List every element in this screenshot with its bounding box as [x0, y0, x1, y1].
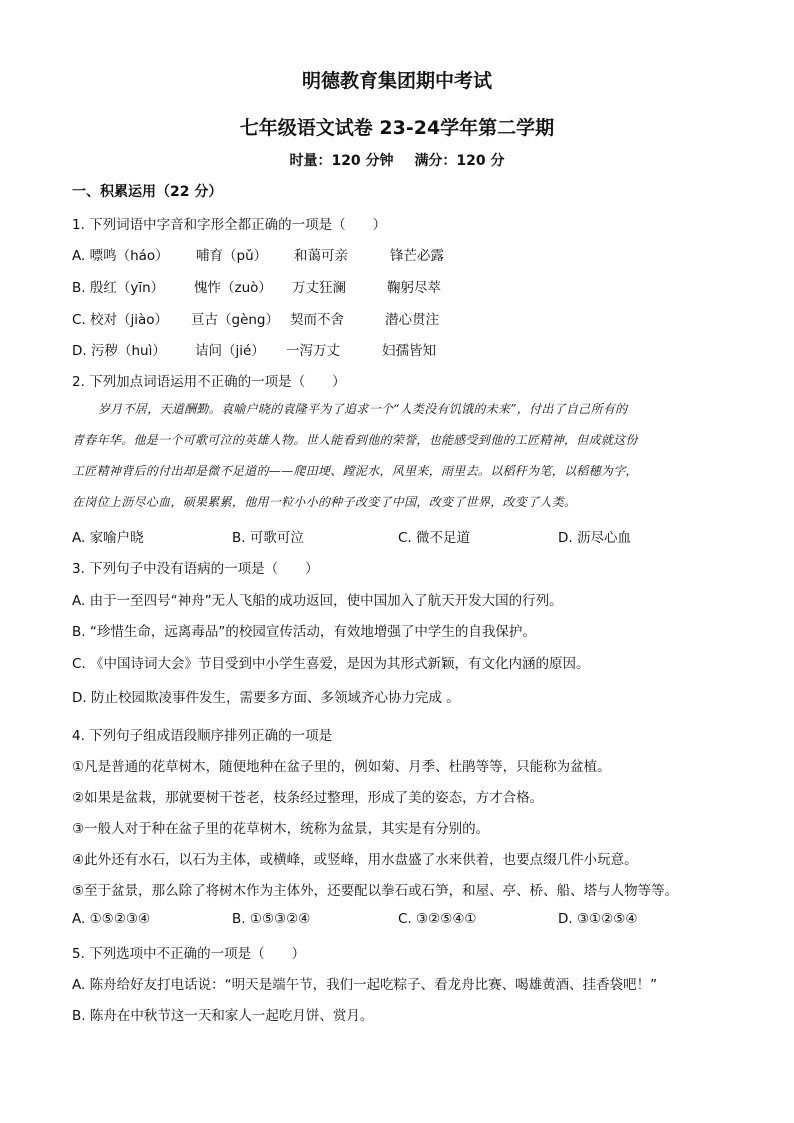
q4-sentence: ④此外还有水石，以石为主体，或横峰，或竖峰，用水盘盛了水来供着，也要点缀几件小玩意。: [72, 852, 638, 868]
q1-row-d-col3: 一泻万丈: [286, 343, 340, 359]
q3-option-a: A. 由于一至四号“神舟”无人飞船的成功返回，使中国加入了航天开发大国的行列。: [72, 593, 563, 609]
exam-meta: [0, 150, 794, 170]
q4-sentence: ①凡是普通的花草树木，随便地种在盆子里的，例如菊、月季、杜鹃等等，只能称为盆植。: [72, 759, 611, 775]
q2-passage-line: 工匠精神背后的付出却是微不足道的——爬田埂、蹚泥水，风里来，雨里去。以稻秆为笔，以稻穗为字，: [72, 464, 638, 478]
q1-row-b-col3: 万丈狂澜: [292, 280, 346, 296]
q4-sentence: ⑤至于盆景，那么除了将树木作为主体外，还要配以拳石或石笋，和屋、亭、桥、船、塔与人物等等。: [72, 883, 679, 899]
q1-row-c-col4: 潜心贯注: [385, 312, 439, 328]
q1-row-c-col2: 亘古（gèng）: [191, 312, 280, 328]
q2-stem: 2. 下列加点词语运用不正确的一项是（ ）: [72, 374, 346, 390]
q2-passage-line: 岁月不居，天道酬勤。袁喻户晓的袁隆平为了追求一个“人类没有饥饿的未来”，付出了自己所有的: [98, 402, 628, 416]
q2-option-c: C. 微不足道: [398, 530, 471, 546]
q5-option-b: B. 陈舟在中秋节这一天和家人一起吃月饼、赏月。: [72, 1008, 374, 1024]
q2-option-d: D. 沥尽心血: [558, 530, 631, 546]
q1-row-a-col1: A. 嘌鸣（háo）: [72, 248, 169, 264]
q2-passage-line: 在岗位上沥尽心血，硕果累累，他用一粒小小的种子改变了中国，改变了世界，改变了人类。: [72, 495, 577, 509]
q1-row-b-col1: B. 殷红（yīn）: [72, 280, 165, 296]
exam-subtitle: 七年级语文试卷 23-24学年第二学期: [239, 117, 555, 139]
exam-score: 满分：120 分: [414, 153, 505, 169]
q3-option-c: C. 《中国诗词大会》节目受到中小学生喜爱，是因为其形式新颖，有文化内涵的原因。: [72, 656, 590, 672]
q3-stem: 3. 下列句子中没有语病的一项是（ ）: [72, 561, 319, 577]
q1-stem: 1. 下列词语中字音和字形全都正确的一项是（ ）: [72, 217, 387, 233]
q2-passage: [72, 394, 722, 518]
q3-option-b: B. “珍惜生命，远离毒品”的校园宣传活动，有效地增强了中学生的自我保护。: [72, 624, 536, 640]
q5-option-a: A. 陈舟给好友打电话说：“明天是端午节，我们一起吃粽子、看龙舟比赛、喝雄黄酒、挂香袋吧！”: [72, 977, 658, 993]
q1-row-d-col2: 诘问（jié）: [195, 343, 265, 359]
q1-row-b-col2: 愧怍（zuò）: [194, 280, 272, 296]
q1-row-d-col4: 妇孺皆知: [382, 343, 436, 359]
q1-row-c-col1: C. 校对（jiào）: [72, 312, 169, 328]
section-heading: 一、积累运用（22 分）: [72, 184, 223, 200]
q1-row-d-col1: D. 污秽（huì）: [72, 343, 166, 359]
q4-stem: 4. 下列句子组成语段顺序排列正确的一项是: [72, 728, 333, 744]
q4-sentence: ③一般人对于种在盆子里的花草树木，统称为盆景，其实是有分别的。: [72, 821, 490, 837]
q5-stem: 5. 下列选项中不正确的一项是（ ）: [72, 946, 306, 962]
exam-title: 明德教育集团期中考试: [301, 70, 492, 92]
q2-option-b: B. 可歌可泣: [232, 530, 304, 546]
q4-option-c: C. ③②⑤④①: [398, 911, 477, 927]
q1-row-b-col4: 鞠躬尽萃: [387, 280, 441, 296]
q1-row-a-col2: 哺育（pǔ）: [196, 248, 268, 264]
q3-option-d: D. 防止校园欺凌事件发生，需要多方面、多领域齐心协力完成 。: [72, 690, 460, 706]
q2-passage-line: 青春年华。他是一个可歌可泣的英雄人物。世人能看到他的荣誉，也能感受到他的工匠精神，但成就这份: [72, 433, 638, 447]
q1-row-c-col3: 契而不舍: [290, 312, 344, 328]
q4-option-d: D. ③①②⑤④: [558, 911, 638, 927]
exam-time: 时量：120 分钟: [289, 153, 394, 169]
q1-row-a-col3: 和蔼可亲: [294, 248, 348, 264]
q4-option-b: B. ①⑤③②④: [232, 911, 311, 927]
q2-option-a: A. 家喻户晓: [72, 530, 144, 546]
q1-row-a-col4: 锋芒必露: [390, 248, 444, 264]
q4-sentence: ②如果是盆栽，那就要树干苍老，枝条经过整理，形成了美的姿态，方才合格。: [72, 790, 544, 806]
q4-option-a: A. ①⑤②③④: [72, 911, 151, 927]
